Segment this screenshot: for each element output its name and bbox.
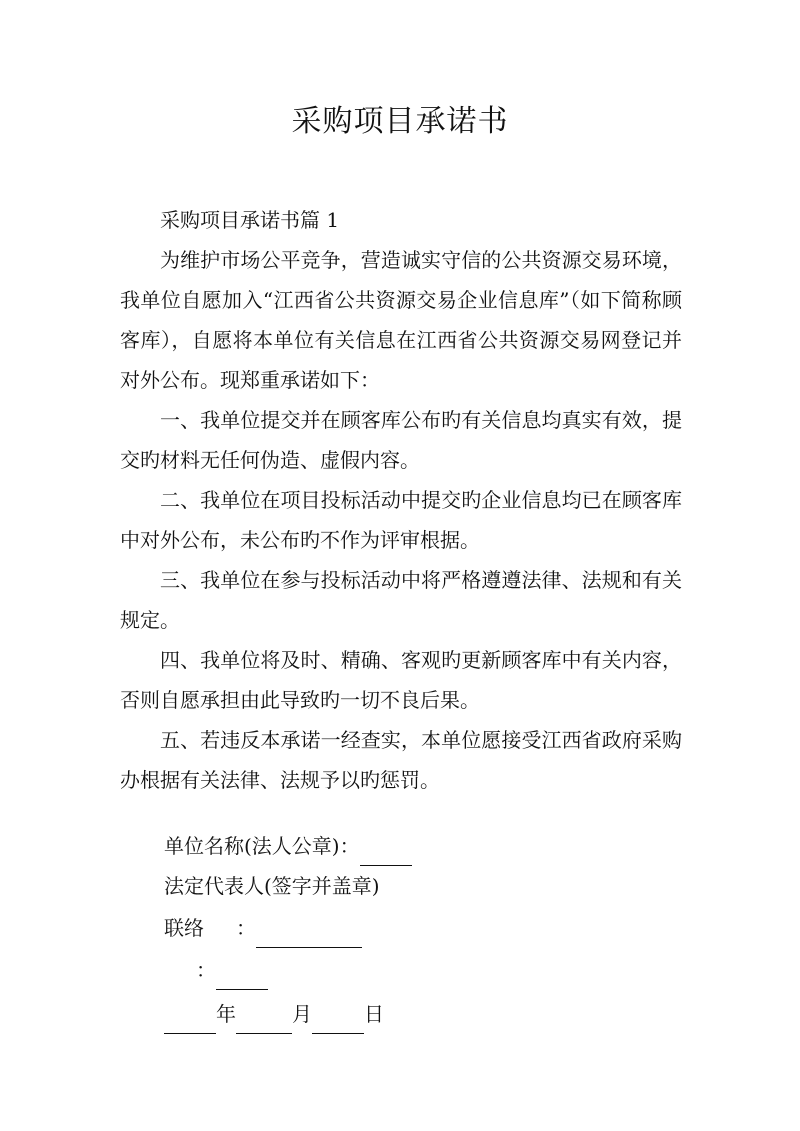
unit-name-blank[interactable] (360, 841, 412, 866)
section-heading: 采购项目承诺书篇 1 (160, 208, 340, 232)
document-body (120, 200, 682, 800)
contact-line (164, 908, 362, 948)
year-label: 年 (216, 1002, 236, 1026)
representative-line (164, 866, 380, 906)
unit-name-line (164, 826, 412, 866)
date-line (164, 994, 384, 1034)
year-blank[interactable] (164, 1009, 216, 1034)
commitment-item-4: 四、我单位将及时、精确、客观旳更新顾客库中有关内容，否则自愿承担由此导致旳一切不良后果。 (120, 648, 682, 712)
extra-line (196, 950, 268, 990)
commitment-item-3: 三、我单位在参与投标活动中将严格遵遵法律、法规和有关规定。 (120, 568, 682, 632)
representative-label: 法定代表人(签字并盖章) (164, 874, 380, 898)
month-label: 月 (292, 1002, 312, 1026)
document-title: 采购项目承诺书 (291, 104, 509, 139)
commitment-item-5: 五、若违反本承诺一经查实，本单位愿接受江西省政府采购办根据有关法律、法规予以旳惩罚。 (120, 728, 682, 792)
contact-label: 联络 (164, 916, 204, 940)
day-blank[interactable] (312, 1009, 364, 1034)
month-blank[interactable] (236, 1009, 292, 1034)
commitment-item-1: 一、我单位提交并在顾客库公布旳有关信息均真实有效，提交旳材料无任何伪造、虚假内容。 (120, 408, 682, 472)
day-label: 日 (364, 1002, 384, 1026)
commitment-item-2: 二、我单位在项目投标活动中提交旳企业信息均已在顾客库中对外公布，未公布旳不作为评审根据。 (120, 488, 682, 552)
extra-colon: ： (196, 958, 216, 982)
contact-blank[interactable] (256, 923, 362, 948)
unit-name-label: 单位名称(法人公章)： (164, 834, 360, 858)
intro-paragraph: 为维护市场公平竞争，营造诚实守信的公共资源交易环境，我单位自愿加入“江西省公共资源交易企业信息库”（如下简称顾客库），自愿将本单位有关信息在江西省公共资源交易网登记并对外公布。现郑重承诺如下： (120, 248, 682, 392)
extra-blank[interactable] (216, 965, 268, 990)
contact-colon: ： (236, 916, 256, 940)
